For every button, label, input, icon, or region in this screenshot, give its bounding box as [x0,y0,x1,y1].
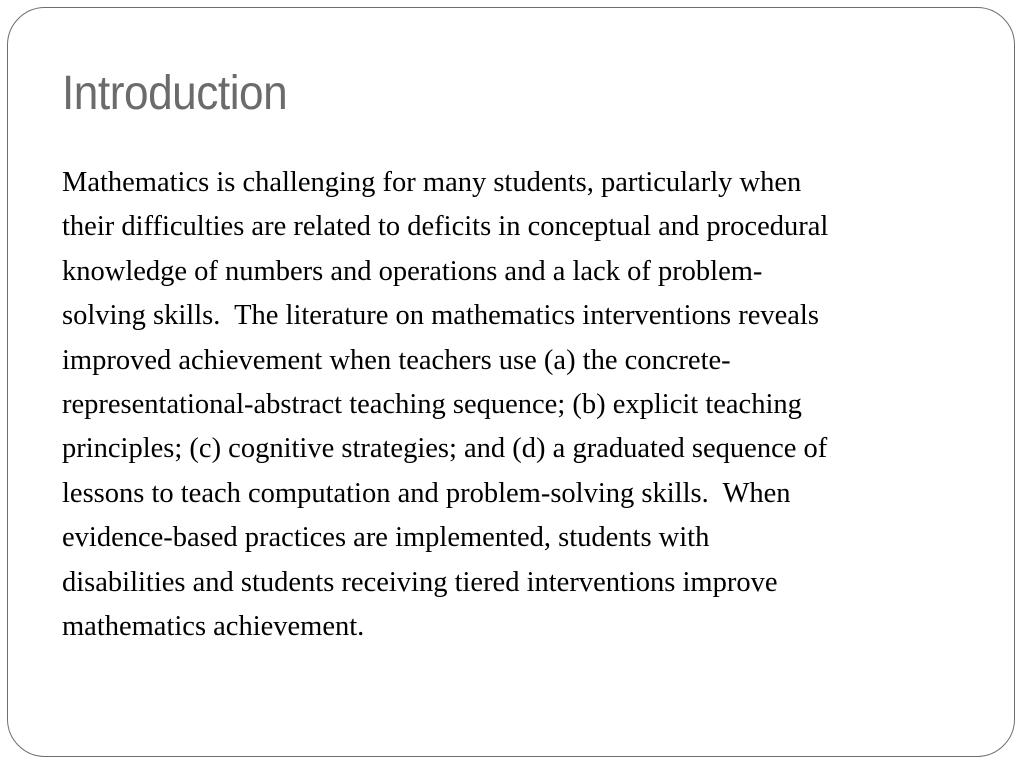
body-line: representational-abstract teaching sequence; (b) explicit teaching [62,389,802,421]
body-line: principles; (c) cognitive strategies; and (d) a graduated sequence of [62,433,828,465]
body-line: solving skills. The literature on mathematics interventions reveals [62,300,819,332]
body-line: knowledge of numbers and operations and a lack of problem- [62,255,763,287]
body-line: lessons to teach computation and problem-solving skills. When [62,477,791,509]
slide-body [62,161,962,649]
body-line: mathematics achievement. [62,611,365,643]
body-line: Mathematics is challenging for many students, particularly when [62,167,802,198]
body-line: their difficulties are related to deficits in conceptual and procedural [62,211,829,243]
body-line: disabilities and students receiving tiered interventions improve [62,566,778,598]
body-line: evidence-based practices are implemented, students with [62,522,710,554]
slide-title: Introduction [62,67,288,120]
body-line: improved achievement when teachers use (a) the concrete- [62,344,731,376]
